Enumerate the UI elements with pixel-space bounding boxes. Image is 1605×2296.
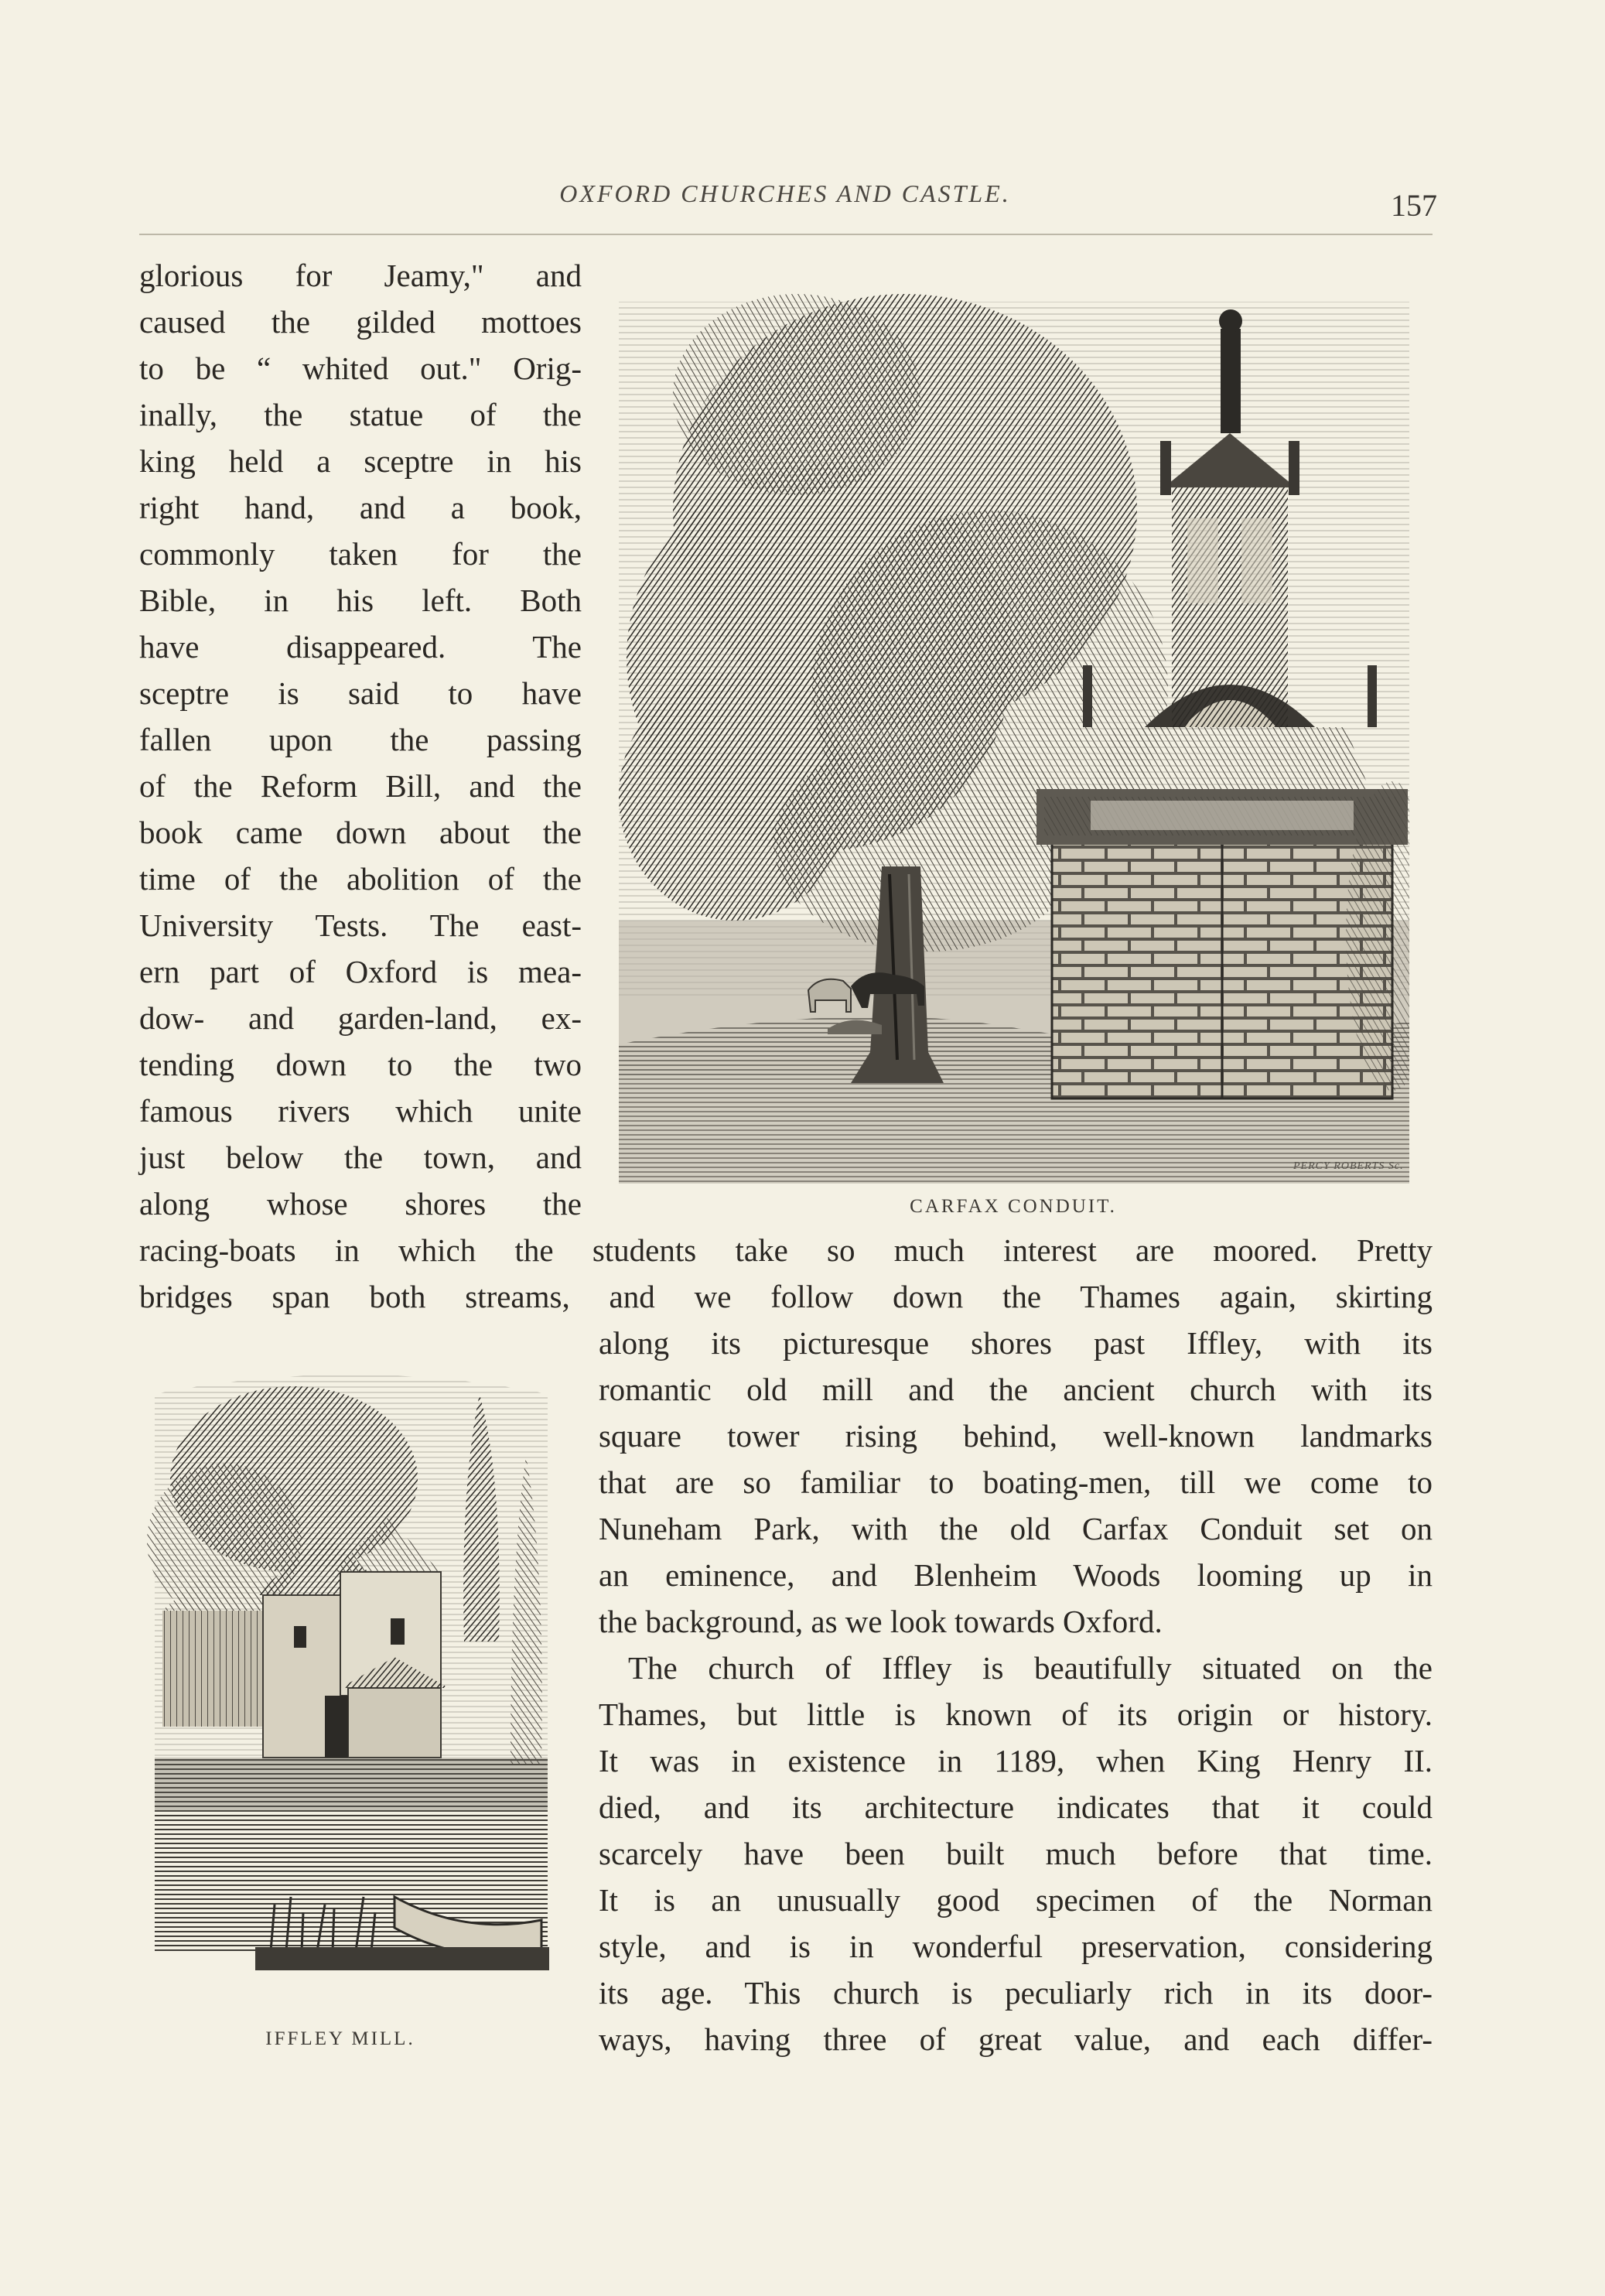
body-line: inally, the statue of the — [139, 397, 582, 432]
body-line: scarcely have been built much before that time. — [599, 1836, 1433, 1871]
body-line: just below the town, and — [139, 1139, 582, 1175]
body-line: glorious for Jeamy," and — [139, 258, 582, 293]
body-line: along whose shores the — [139, 1186, 582, 1221]
page-number: 157 — [1391, 188, 1437, 223]
body-line: romantic old mill and the ancient church with its — [599, 1372, 1433, 1407]
body-line: Bible, in his left. Both — [139, 583, 582, 618]
body-line: It is an unusually good specimen of the Norman — [599, 1882, 1433, 1918]
body-line: tending down to the two — [139, 1047, 582, 1082]
carfax-conduit-engraving — [619, 255, 1409, 1184]
body-line: its age. This church is peculiarly rich in its door- — [599, 1975, 1433, 2011]
carfax-caption: CARFAX CONDUIT. — [910, 1196, 1117, 1217]
running-head: OXFORD CHURCHES AND CASTLE. — [559, 179, 1011, 207]
body-line: ways, having three of great value, and each differ- — [599, 2021, 1433, 2057]
body-line: famous rivers which unite — [139, 1093, 582, 1129]
body-line: book came down about the — [139, 815, 582, 850]
body-line: along its picturesque shores past Iffley, with its — [599, 1325, 1433, 1361]
body-line: of the Reform Bill, and the — [139, 768, 582, 804]
body-line: Nuneham Park, with the old Carfax Conduit set on — [599, 1511, 1433, 1546]
body-line: died, and its architecture indicates that it could — [599, 1789, 1433, 1825]
body-line: style, and is in wonderful preservation, considering — [599, 1929, 1433, 1964]
iffley-mill-engraving — [139, 1363, 563, 2016]
body-line: right hand, and a book, — [139, 490, 582, 525]
body-line: commonly taken for the — [139, 536, 582, 572]
header-rule — [139, 234, 1433, 235]
body-line: sceptre is said to have — [139, 675, 582, 711]
body-line: have disappeared. The — [139, 629, 582, 665]
body-line: racing-boats in which the students take so much interest are moored. Pretty — [139, 1232, 1433, 1268]
body-line: the background, as we look towards Oxford. — [599, 1604, 1163, 1639]
body-line: an eminence, and Blenheim Woods looming up in — [599, 1557, 1433, 1593]
body-line: bridges span both streams, and we follow down the Thames again, skirting — [139, 1279, 1433, 1314]
engraver-signature: PERCY ROBERTS Sc. — [1293, 1160, 1404, 1172]
body-line: The church of Iffley is beautifully situated on the — [628, 1650, 1433, 1686]
body-line: ern part of Oxford is mea- — [139, 954, 582, 989]
body-line: Thames, but little is known of its origin or history. — [599, 1696, 1433, 1732]
body-line: fallen upon the passing — [139, 722, 582, 757]
body-line: square tower rising behind, well-known landmarks — [599, 1418, 1433, 1454]
body-line: king held a sceptre in his — [139, 443, 582, 479]
iffley-caption: IFFLEY MILL. — [265, 2028, 415, 2049]
body-line: dow- and garden-land, ex- — [139, 1000, 582, 1036]
body-line: time of the abolition of the — [139, 861, 582, 897]
body-line: to be “ whited out." Orig- — [139, 350, 582, 386]
body-line: It was in existence in 1189, when King Henry II. — [599, 1743, 1433, 1778]
body-line: that are so familiar to boating-men, till we come to — [599, 1464, 1433, 1500]
body-line: University Tests. The east- — [139, 907, 582, 943]
body-line: caused the gilded mottoes — [139, 304, 582, 340]
